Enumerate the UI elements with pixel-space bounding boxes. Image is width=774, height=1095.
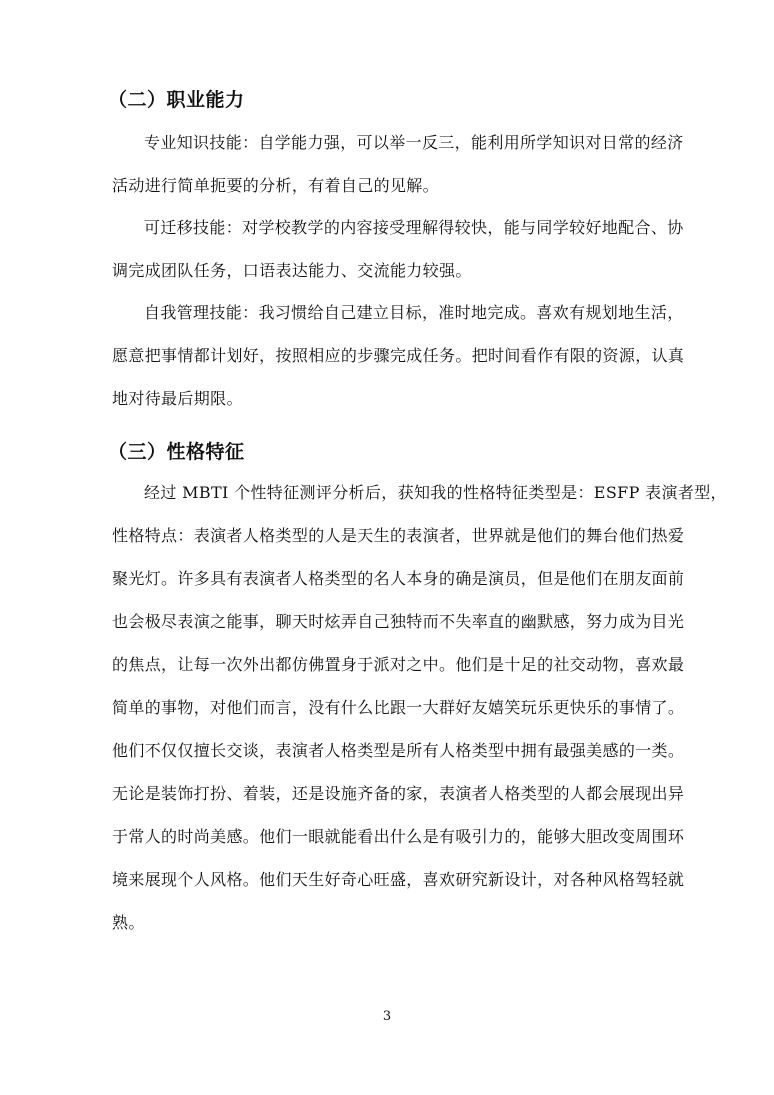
paragraph-line: 专业知识技能：自学能力强，可以举一反三，能利用所学知识对日常的经济: [144, 133, 684, 152]
paragraph-line: 愿意把事情都计划好，按照相应的步骤完成任务。把时间看作有限的资源，认真: [112, 346, 685, 365]
paragraph-line: 地对待最后期限。: [112, 389, 243, 408]
paragraph-personality-description: [112, 471, 727, 944]
paragraph-line: 经过 MBTI 个性特征测评分析后，获知我的性格特征类型是：ESFP 表演者型，: [144, 483, 727, 502]
section-heading-personality-traits: （三）性格特征: [108, 441, 245, 463]
paragraph-self-management-skills: [112, 291, 685, 420]
paragraph-line: 调完成团队任务，口语表达能力、交流能力较强。: [112, 261, 472, 280]
paragraph-line: 也会极尽表演之能事，聊天时炫弄自己独特而不失率直的幽默感，努力成为目光: [112, 612, 685, 631]
paragraph-line: 他们不仅仅擅长交谈，表演者人格类型是所有人格类型中拥有最强美感的一类。: [112, 741, 685, 760]
paragraph-line: 活动进行简单扼要的分析，有着自己的见解。: [112, 176, 440, 195]
paragraph-line: 自我管理技能：我习惯给自己建立目标，准时地完成。喜欢有规划地生活，: [144, 303, 684, 322]
paragraph-line: 熟。: [112, 913, 145, 932]
paragraph-line: 聚光灯。许多具有表演者人格类型的名人本身的确是演员，但是他们在朋友面前: [112, 569, 685, 588]
paragraph-transferable-skills: [112, 206, 684, 292]
paragraph-line: 境来展现个人风格。他们天生好奇心旺盛，喜欢研究新设计，对各种风格驾轻就: [112, 870, 685, 889]
paragraph-line: 简单的事物，对他们而言，没有什么比跟一大群好友嬉笑玩乐更快乐的事情了。: [112, 698, 685, 717]
paragraph-line: 可迁移技能：对学校教学的内容接受理解得较快，能与同学较好地配合、协: [144, 218, 684, 237]
paragraph-line: 于常人的时尚美感。他们一眼就能看出什么是有吸引力的，能够大胆改变周围环: [112, 827, 685, 846]
paragraph-line: 的焦点，让每一次外出都仿佛置身于派对之中。他们是十足的社交动物，喜欢最: [112, 655, 685, 674]
paragraph-professional-skills: [112, 121, 684, 207]
paragraph-line: 无论是装饰打扮、着装，还是设施齐备的家，表演者人格类型的人都会展现出异: [112, 784, 685, 803]
paragraph-line: 性格特点：表演者人格类型的人是天生的表演者，世界就是他们的舞台他们热爱: [112, 526, 685, 545]
page-number: 3: [382, 1009, 392, 1024]
section-heading-career-ability: （二）职业能力: [108, 89, 245, 111]
